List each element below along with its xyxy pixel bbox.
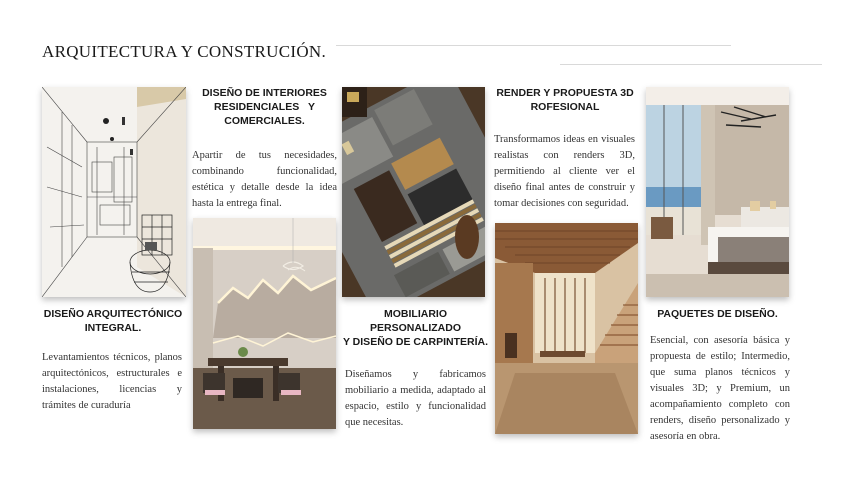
moodboard-image bbox=[342, 87, 485, 297]
page-title: ARQUITECTURA Y CONSTRUCIÓN. bbox=[42, 42, 327, 61]
body-paquetes: Esencial, con asesoría básica y propuesta de estilo; Intermedio, que suma planos técnicos y visuales 3D; y Premium, un acompañamiento completo con renders, diseño personalizado y asesoría en obra. bbox=[650, 335, 790, 442]
bedroom-image bbox=[646, 87, 789, 297]
heading-arquitectonico bbox=[38, 307, 188, 335]
heading-mobiliario-line2: PERSONALIZADO bbox=[369, 322, 461, 334]
heading-interiores-line3: COMERCIALES. bbox=[224, 115, 305, 127]
heading-interiores-line1: DISEÑO DE INTERIORES bbox=[202, 87, 327, 99]
heading-interiores bbox=[192, 86, 337, 128]
heading-arquitectonico-line2: INTEGRAL. bbox=[84, 322, 142, 334]
body-arquitectonico: Levantamientos técnicos, planos arquitectónicos, estructurales e instalaciones, licencias y trámites de curaduría bbox=[42, 352, 182, 411]
heading-mobiliario-line1: MOBILIARIO bbox=[384, 308, 447, 320]
dining-room-image bbox=[193, 218, 336, 429]
heading-paquetes bbox=[646, 307, 789, 321]
body-mobiliario: Diseñamos y fabricamos mobiliario a medida, adaptado al espacio, estilo y funcionalidad que necesitas. bbox=[345, 369, 486, 428]
heading-interiores-line2: RESIDENCIALES Y bbox=[214, 101, 315, 113]
body-render: Transformamos ideas en visuales realistas con renders 3D, permitiendo al cliente ver el diseño final antes de construir y tomar decisiones con seguridad. bbox=[494, 134, 635, 209]
header-rule-1 bbox=[336, 45, 731, 46]
header-rule-2 bbox=[560, 64, 822, 65]
heading-render-line1: RENDER Y PROPUESTA 3D bbox=[496, 87, 634, 99]
heading-render-line2: ROFESIONAL bbox=[530, 101, 600, 113]
heading-mobiliario-line3: Y DISEÑO DE CARPINTERÍA. bbox=[342, 336, 489, 348]
body-interiores: Apartir de tus necesidades, combinando funcionalidad, estética y detalle desde la idea hasta la entrega final. bbox=[192, 150, 337, 209]
heading-mobiliario bbox=[338, 307, 493, 349]
architectural-sketch-image bbox=[42, 87, 186, 297]
heading-paquetes-line1: PAQUETES DE DISEÑO. bbox=[657, 308, 778, 320]
heading-arquitectonico-line1: DISEÑO ARQUITECTÓNICO bbox=[43, 308, 183, 320]
wood-interior-image bbox=[495, 223, 638, 434]
heading-render bbox=[490, 86, 640, 114]
